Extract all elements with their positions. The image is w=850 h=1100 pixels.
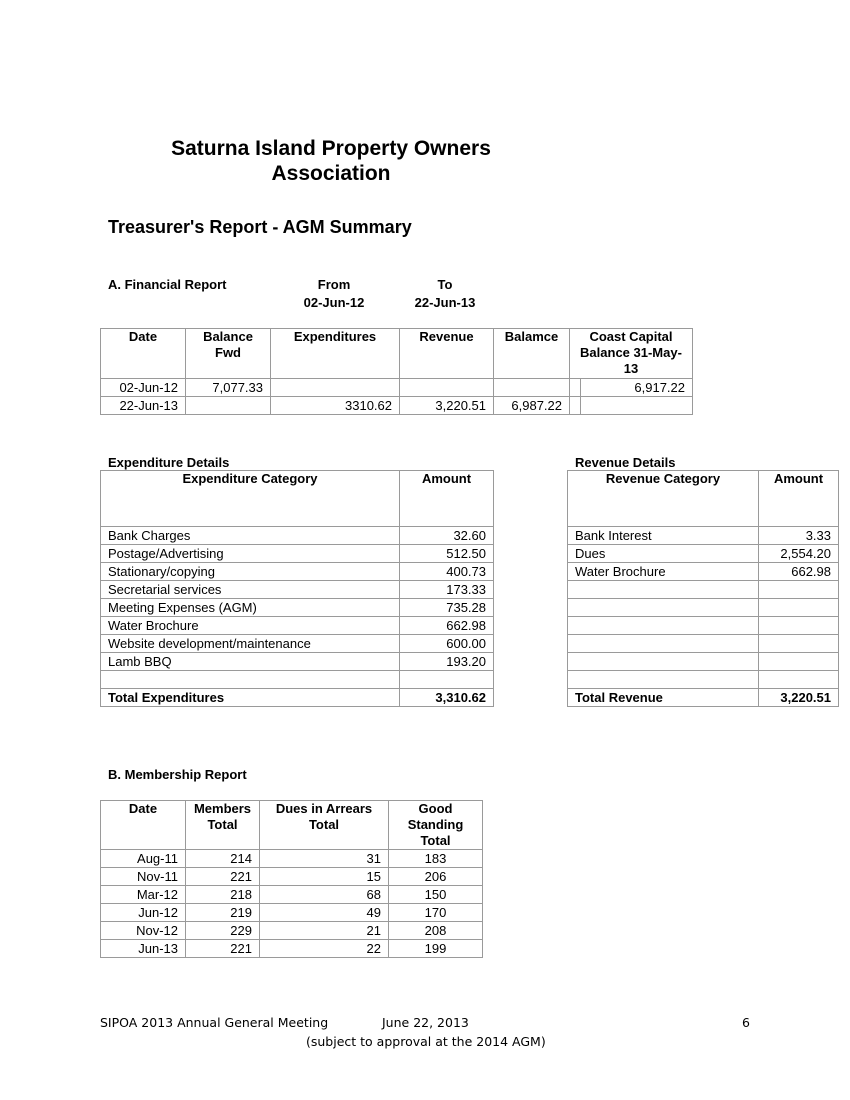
members-total: 218: [186, 886, 260, 904]
total-expenditures-amount: 3,310.62: [400, 689, 494, 707]
row-revenue: 3,220.51: [400, 397, 494, 415]
dues-arrears-total: 49: [260, 904, 389, 922]
revenue-header-row: [568, 471, 839, 527]
table-row: [101, 527, 494, 545]
revenue-amount: 3.33: [759, 527, 839, 545]
total-expenditures-label: Total Expenditures: [101, 689, 400, 707]
expenditure-header-row: [101, 471, 494, 527]
col-balance: Balamce: [494, 329, 570, 379]
blank-cell: [759, 671, 839, 689]
row-revenue: [400, 379, 494, 397]
col-expenditure-category: Expenditure Category: [101, 471, 400, 527]
revenue-category: [568, 617, 759, 635]
good-standing-total: 170: [389, 904, 483, 922]
members-total: 221: [186, 868, 260, 886]
good-standing-total: 199: [389, 940, 483, 958]
page-number: 6: [742, 1015, 750, 1030]
revenue-amount: [759, 635, 839, 653]
row-expenditures: 3310.62: [271, 397, 400, 415]
col-revenue-category: Revenue Category: [568, 471, 759, 527]
revenue-category: [568, 599, 759, 617]
revenue-category: Dues: [568, 545, 759, 563]
good-standing-total: 208: [389, 922, 483, 940]
expenditure-category: Stationary/copying: [101, 563, 400, 581]
row-balance-fwd: 7,077.33: [186, 379, 271, 397]
col-expenditures: Expenditures: [271, 329, 400, 379]
revenue-category: Water Brochure: [568, 563, 759, 581]
col-balance-fwd: Balance Fwd: [186, 329, 271, 379]
table-row: [568, 617, 839, 635]
expenditure-table: [100, 470, 494, 707]
table-row: [101, 635, 494, 653]
row-balance-fwd: [186, 397, 271, 415]
expenditure-heading: Expenditure Details: [108, 455, 230, 470]
revenue-rows: [568, 527, 839, 689]
expenditure-amount: 400.73: [400, 563, 494, 581]
revenue-amount: [759, 581, 839, 599]
expenditure-total-row: [101, 689, 494, 707]
members-total: 219: [186, 904, 260, 922]
table-row: [101, 581, 494, 599]
members-total: 229: [186, 922, 260, 940]
table-row: [101, 379, 693, 397]
good-standing-total: 183: [389, 850, 483, 868]
table-row: [101, 397, 693, 415]
revenue-amount: [759, 617, 839, 635]
good-standing-total: 206: [389, 868, 483, 886]
expenditure-category: Water Brochure: [101, 617, 400, 635]
col-good-standing: Good Standing Total: [389, 801, 483, 850]
table-row: [101, 868, 483, 886]
dues-arrears-total: 21: [260, 922, 389, 940]
table-row: [568, 563, 839, 581]
table-row: [568, 653, 839, 671]
revenue-category: [568, 635, 759, 653]
organization-title: Saturna Island Property Owners Association: [171, 137, 491, 185]
membership-date: Mar-12: [101, 886, 186, 904]
row-coast-capital: 6,917.22: [581, 379, 693, 397]
table-row: [101, 599, 494, 617]
membership-date: Jun-12: [101, 904, 186, 922]
col-revenue: Revenue: [400, 329, 494, 379]
revenue-category: [568, 581, 759, 599]
table-row: [101, 850, 483, 868]
table-row: [568, 671, 839, 689]
to-label: To: [437, 277, 453, 292]
financial-table: [100, 328, 693, 415]
table-row: [568, 527, 839, 545]
col-date: Date: [101, 329, 186, 379]
financial-header-row: [101, 329, 693, 379]
membership-date: Nov-11: [101, 868, 186, 886]
row-balance: 6,987.22: [494, 397, 570, 415]
to-date: 22-Jun-13: [414, 295, 476, 310]
blank-cell: [568, 671, 759, 689]
dues-arrears-total: 22: [260, 940, 389, 958]
table-row: [101, 653, 494, 671]
expenditure-amount: 735.28: [400, 599, 494, 617]
total-revenue-label: Total Revenue: [568, 689, 759, 707]
dues-arrears-total: 68: [260, 886, 389, 904]
footer-date: June 22, 2013: [382, 1015, 469, 1030]
expenditure-rows: [101, 527, 494, 671]
revenue-amount: [759, 653, 839, 671]
footer-approval-note: (subject to approval at the 2014 AGM): [306, 1034, 546, 1049]
from-label: From: [317, 277, 351, 292]
col-revenue-amount: Amount: [759, 471, 839, 527]
members-total: 221: [186, 940, 260, 958]
expenditure-amount: 512.50: [400, 545, 494, 563]
total-revenue-amount: 3,220.51: [759, 689, 839, 707]
expenditure-amount: 32.60: [400, 527, 494, 545]
revenue-table: [567, 470, 839, 707]
revenue-amount: [759, 599, 839, 617]
membership-table: [100, 800, 483, 958]
row-date: 02-Jun-12: [101, 379, 186, 397]
membership-date: Aug-11: [101, 850, 186, 868]
table-row: [568, 635, 839, 653]
expenditure-amount: 193.20: [400, 653, 494, 671]
table-row: [101, 545, 494, 563]
dues-arrears-total: 31: [260, 850, 389, 868]
expenditure-category: Website development/maintenance: [101, 635, 400, 653]
table-row: [101, 922, 483, 940]
table-row: [101, 617, 494, 635]
revenue-category: [568, 653, 759, 671]
spacer-cell: [570, 379, 581, 397]
table-row: [568, 545, 839, 563]
table-row: [101, 940, 483, 958]
col-date: Date: [101, 801, 186, 850]
revenue-total-row: [568, 689, 839, 707]
dues-arrears-total: 15: [260, 868, 389, 886]
expenditure-category: Bank Charges: [101, 527, 400, 545]
expenditure-category: Postage/Advertising: [101, 545, 400, 563]
table-row: [101, 563, 494, 581]
expenditure-amount: 662.98: [400, 617, 494, 635]
table-row: [568, 599, 839, 617]
table-row: [101, 886, 483, 904]
row-date: 22-Jun-13: [101, 397, 186, 415]
expenditure-category: Secretarial services: [101, 581, 400, 599]
revenue-category: Bank Interest: [568, 527, 759, 545]
membership-date: Jun-13: [101, 940, 186, 958]
col-coast-capital: Coast Capital Balance 31-May-13: [570, 329, 693, 379]
blank-row: [101, 671, 494, 689]
table-row: [101, 904, 483, 922]
membership-rows: [101, 850, 483, 958]
table-row: [568, 581, 839, 599]
membership-date: Nov-12: [101, 922, 186, 940]
row-balance: [494, 379, 570, 397]
report-title: Treasurer's Report - AGM Summary: [108, 217, 412, 237]
footer-meeting: SIPOA 2013 Annual General Meeting: [100, 1015, 329, 1030]
revenue-heading: Revenue Details: [575, 455, 676, 470]
revenue-amount: 2,554.20: [759, 545, 839, 563]
membership-heading: B. Membership Report: [108, 767, 247, 782]
members-total: 214: [186, 850, 260, 868]
col-expenditure-amount: Amount: [400, 471, 494, 527]
row-coast-capital: [581, 397, 693, 415]
expenditure-category: Lamb BBQ: [101, 653, 400, 671]
expenditure-category: Meeting Expenses (AGM): [101, 599, 400, 617]
col-members-total: Members Total: [186, 801, 260, 850]
spacer-cell: [570, 397, 581, 415]
membership-header-row: [101, 801, 483, 850]
col-dues-arrears: Dues in Arrears Total: [260, 801, 389, 850]
expenditure-amount: 600.00: [400, 635, 494, 653]
expenditure-amount: 173.33: [400, 581, 494, 599]
from-date: 02-Jun-12: [303, 295, 365, 310]
revenue-amount: 662.98: [759, 563, 839, 581]
row-expenditures: [271, 379, 400, 397]
good-standing-total: 150: [389, 886, 483, 904]
financial-report-heading: A. Financial Report: [108, 277, 227, 292]
